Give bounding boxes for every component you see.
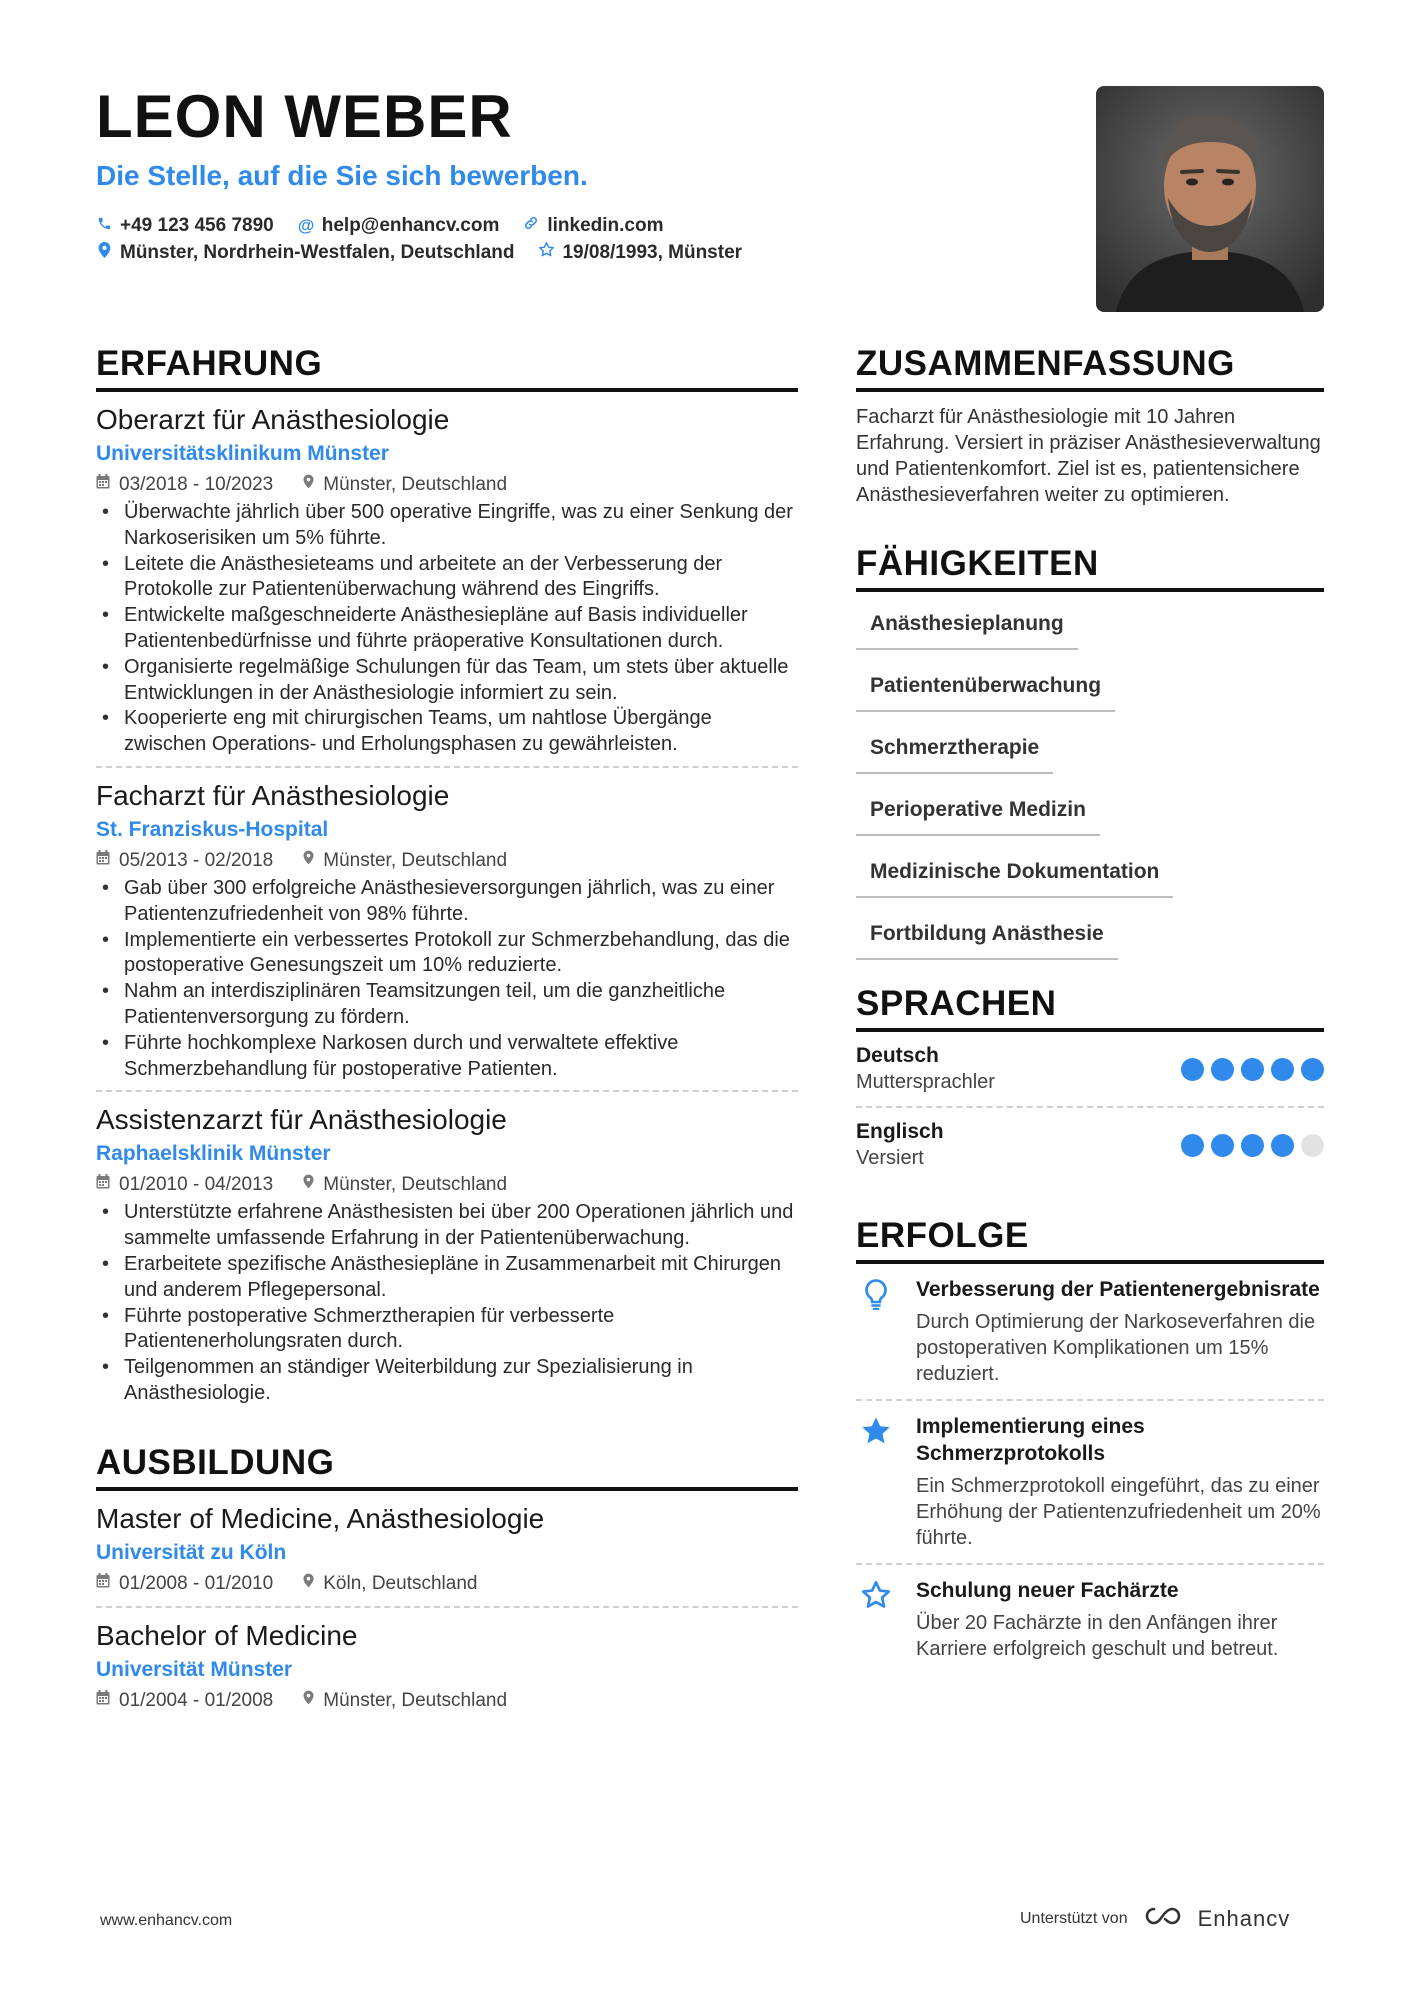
- experience-location: [303, 1171, 507, 1199]
- bullet-item: • Kooperierte eng mit chirurgischen Teams, um nahtlose Übergänge zwischen Operations- und Erholungsphasen zu gewährleisten.: [96, 706, 798, 758]
- footer-branding: [1020, 1904, 1290, 1933]
- achievement-desc: Ein Schmerzprotokoll eingeführt, das zu einer Erhöhung der Patientenzufriedenheit um 20% führte.: [916, 1475, 1321, 1549]
- dates-text: 01/2010 - 04/2013: [119, 1174, 274, 1196]
- birth-contact: [538, 239, 742, 266]
- skill-tag: Perioperative Medizin: [856, 790, 1100, 836]
- rating-dot-filled: [1181, 1134, 1204, 1157]
- education-location: [303, 1570, 477, 1598]
- experience-company: Raphaelsklinik Münster: [96, 1142, 331, 1166]
- experience-dates: [96, 471, 273, 499]
- location-text: Münster, Deutschland: [323, 474, 508, 495]
- phone-text: +49 123 456 7890: [120, 215, 274, 236]
- experience-entry: [96, 392, 798, 768]
- skill-tag: Fortbildung Anästhesie: [856, 914, 1118, 960]
- achievement-title: Schulung neuer Fachärzte: [916, 1579, 1179, 1602]
- bullet-item: • Leitete die Anästhesieteams und arbeitete an der Verbesserung der Protokolle zur Patientenüberwachung während des Eingriffs.: [96, 552, 798, 604]
- education-meta: [96, 1570, 798, 1598]
- left-column: [96, 344, 798, 1715]
- rating-dot-filled: [1301, 1058, 1324, 1081]
- phone-icon: [96, 212, 112, 239]
- achievement-title: Verbesserung der Patientenergebnisrate: [916, 1278, 1320, 1301]
- language-row: [856, 1032, 1324, 1106]
- location-text: Münster, Deutschland: [323, 849, 508, 871]
- experience-entry: [96, 1092, 798, 1406]
- location-text: Münster, Deutschland: [323, 1174, 508, 1196]
- bullet-item: • Organisierte regelmäßige Schulungen für das Team, um stets über aktuelle Entwicklungen in der Anästhesiologie informiert zu sein.: [96, 655, 798, 707]
- location-pin-icon: [96, 239, 112, 266]
- email-text[interactable]: help@enhancv.com: [321, 215, 500, 236]
- star-outline-icon: [856, 1577, 896, 1662]
- rating-dot-filled: [1271, 1134, 1294, 1157]
- bullet-item: • Gab über 300 erfolgreiche Anästhesieversorgungen jährlich, was zu einer Patientenzufriedenheit von 98% führte.: [96, 876, 798, 928]
- rating-dot-filled: [1241, 1058, 1264, 1081]
- dates-text: 01/2004 - 01/2008: [119, 1689, 274, 1711]
- location-text: Köln, Deutschland: [323, 1572, 478, 1594]
- link-icon: [523, 212, 539, 239]
- education-degree: Bachelor of Medicine: [96, 1619, 358, 1651]
- bullet-item: • Teilgenommen an ständiger Weiterbildung zur Spezialisierung in Anästhesiologie.: [96, 1355, 798, 1407]
- rating-dot-filled: [1211, 1134, 1234, 1157]
- education-degree: Master of Medicine, Anästhesiologie: [96, 1502, 545, 1534]
- brand-name: Enhancv: [1197, 1905, 1291, 1931]
- right-column: [856, 344, 1324, 1674]
- location-pin-icon: [303, 1687, 314, 1715]
- bullet-item: • Führte postoperative Schmerztherapien für verbesserte Patientenerholungsraten durch.: [96, 1304, 798, 1356]
- powered-by-label: Unterstützt von: [1020, 1909, 1128, 1927]
- dates-text: 05/2013 - 02/2018: [119, 849, 274, 871]
- education-dates: [96, 1687, 273, 1715]
- experience-company: St. Franziskus-Hospital: [96, 817, 329, 841]
- rating-dot-filled: [1211, 1058, 1234, 1081]
- experience-bullets: [96, 1200, 798, 1406]
- enhancv-logo-icon: [1140, 1904, 1186, 1933]
- lightbulb-icon: [856, 1276, 896, 1387]
- candidate-name: LEON WEBER: [96, 83, 513, 150]
- bullet-item: • Entwickelte maßgeschneiderte Anästhesiepläne auf Basis individueller Patientenbedürfnisse und führte präoperative Konsultationen durch.: [96, 603, 798, 655]
- dates-text: 03/2018 - 10/2023: [119, 474, 274, 495]
- linkedin-contact[interactable]: [523, 212, 663, 239]
- rating-dot-filled: [1241, 1134, 1264, 1157]
- profile-photo: [1096, 86, 1324, 312]
- experience-meta: [96, 471, 798, 499]
- education-dates: [96, 1570, 273, 1598]
- language-level: Versiert: [856, 1147, 924, 1169]
- location-text: Münster, Deutschland: [323, 1689, 508, 1711]
- experience-role: Facharzt für Anästhesiologie: [96, 779, 450, 811]
- summary-text: Facharzt für Anästhesiologie mit 10 Jahren Erfahrung. Versiert in präziser Anästhesieverwaltung und Patientenkomfort. Ziel ist es, patientensichere Anästhesieverfahren weiter zu optimieren.: [856, 406, 1321, 506]
- bullet-item: • Implementierte ein verbessertes Protokoll zur Schmerzbehandlung, das die postoperative Genesungszeit um 10% reduzierte.: [96, 928, 798, 980]
- header: [96, 82, 1056, 266]
- bullet-item: • Überwachte jährlich über 500 operative Eingriffe, was zu einer Senkung der Narkoserisiken um 5% führte.: [96, 500, 798, 552]
- experience-meta: [96, 847, 798, 875]
- location-contact: [96, 239, 514, 266]
- achievement-desc: Über 20 Fachärzte in den Anfängen ihrer Karriere erfolgreich geschult und betreut.: [916, 1612, 1279, 1660]
- email-contact[interactable]: [298, 212, 500, 239]
- experience-dates: [96, 847, 273, 875]
- skill-tag: Medizinische Dokumentation: [856, 852, 1173, 898]
- experience-location: [303, 471, 507, 499]
- linkedin-text[interactable]: linkedin.com: [547, 215, 664, 236]
- achievement-item: [856, 1264, 1324, 1399]
- calendar-icon: [96, 847, 110, 875]
- rating-dot-empty: [1301, 1134, 1324, 1157]
- bullet-item: • Unterstützte erfahrene Anästhesisten bei über 200 Operationen jährlich und sammelte umfassende Erfahrung in der Patientenüberwachung.: [96, 1200, 798, 1252]
- rating-dot-filled: [1181, 1058, 1204, 1081]
- education-entry: [96, 1608, 798, 1715]
- education-school: Universität Münster: [96, 1657, 293, 1681]
- bullet-item: • Erarbeitete spezifische Anästhesiepläne in Zusammenarbeit mit Chirurgen und anderem Pflegepersonal.: [96, 1252, 798, 1304]
- language-level: Muttersprachler: [856, 1071, 995, 1093]
- location-pin-icon: [303, 847, 314, 875]
- phone-contact: [96, 212, 274, 239]
- education-entry: [96, 1491, 798, 1608]
- contact-info: [96, 212, 1056, 266]
- location-pin-icon: [303, 471, 314, 499]
- location-pin-icon: [303, 1171, 314, 1199]
- achievement-title: Implementierung eines Schmerzprotokolls: [916, 1415, 1145, 1465]
- achievement-item: [856, 1565, 1324, 1674]
- language-rating: [1181, 1134, 1324, 1157]
- summary-heading: ZUSAMMENFASSUNG: [856, 344, 1324, 392]
- experience-location: [303, 847, 507, 875]
- experience-role: Assistenzarzt für Anästhesiologie: [96, 1104, 507, 1136]
- calendar-icon: [96, 471, 110, 499]
- experience-dates: [96, 1171, 273, 1199]
- experience-entry: [96, 768, 798, 1092]
- education-school: Universität zu Köln: [96, 1540, 287, 1564]
- experience-meta: [96, 1171, 798, 1199]
- skill-tag: Patientenüberwachung: [856, 666, 1115, 712]
- location-text: Münster, Nordrhein-Westfalen, Deutschland: [120, 242, 515, 263]
- bullet-item: • Nahm an interdisziplinären Teamsitzungen teil, um die ganzheitliche Patientenversorgung zu fördern.: [96, 979, 798, 1031]
- job-title: Die Stelle, auf die Sie sich bewerben.: [96, 160, 588, 191]
- achievement-item: [856, 1401, 1324, 1563]
- bullet-item: • Führte hochkomplexe Narkosen durch und verwaltete effektive Schmerzbehandlung für postoperative Patienten.: [96, 1031, 798, 1083]
- skill-tag: Anästhesieplanung: [856, 604, 1078, 650]
- skill-tag: Schmerztherapie: [856, 728, 1053, 774]
- education-heading: AUSBILDUNG: [96, 1443, 798, 1491]
- languages-heading: SPRACHEN: [856, 984, 1324, 1032]
- achievement-desc: Durch Optimierung der Narkoseverfahren die postoperativen Komplikationen um 15% reduziert.: [916, 1311, 1316, 1385]
- language-rating: [1181, 1058, 1324, 1081]
- skills-list: [856, 604, 1324, 960]
- calendar-icon: [96, 1570, 110, 1598]
- star-filled-icon: [856, 1413, 896, 1551]
- calendar-icon: [96, 1687, 110, 1715]
- experience-bullets: [96, 876, 798, 1082]
- calendar-icon: [96, 1171, 110, 1199]
- birth-text: 19/08/1993, Münster: [562, 242, 743, 263]
- footer-website[interactable]: www.enhancv.com: [100, 1912, 233, 1929]
- location-pin-icon: [303, 1570, 314, 1598]
- experience-heading: ERFAHRUNG: [96, 344, 798, 392]
- at-icon: @: [297, 216, 315, 235]
- rating-dot-filled: [1271, 1058, 1294, 1081]
- language-row: [856, 1108, 1324, 1182]
- experience-company: Universitätsklinikum Münster: [96, 442, 389, 465]
- experience-bullets: [96, 500, 798, 758]
- achievements-heading: ERFOLGE: [856, 1216, 1324, 1264]
- dates-text: 01/2008 - 01/2010: [119, 1572, 274, 1594]
- language-name: Deutsch: [856, 1044, 939, 1067]
- skills-heading: FÄHIGKEITEN: [856, 544, 1324, 592]
- language-name: Englisch: [856, 1120, 944, 1143]
- star-outline-icon: [538, 239, 554, 266]
- experience-role: Oberarzt für Anästhesiologie: [96, 404, 450, 435]
- education-meta: [96, 1687, 798, 1715]
- education-location: [303, 1687, 507, 1715]
